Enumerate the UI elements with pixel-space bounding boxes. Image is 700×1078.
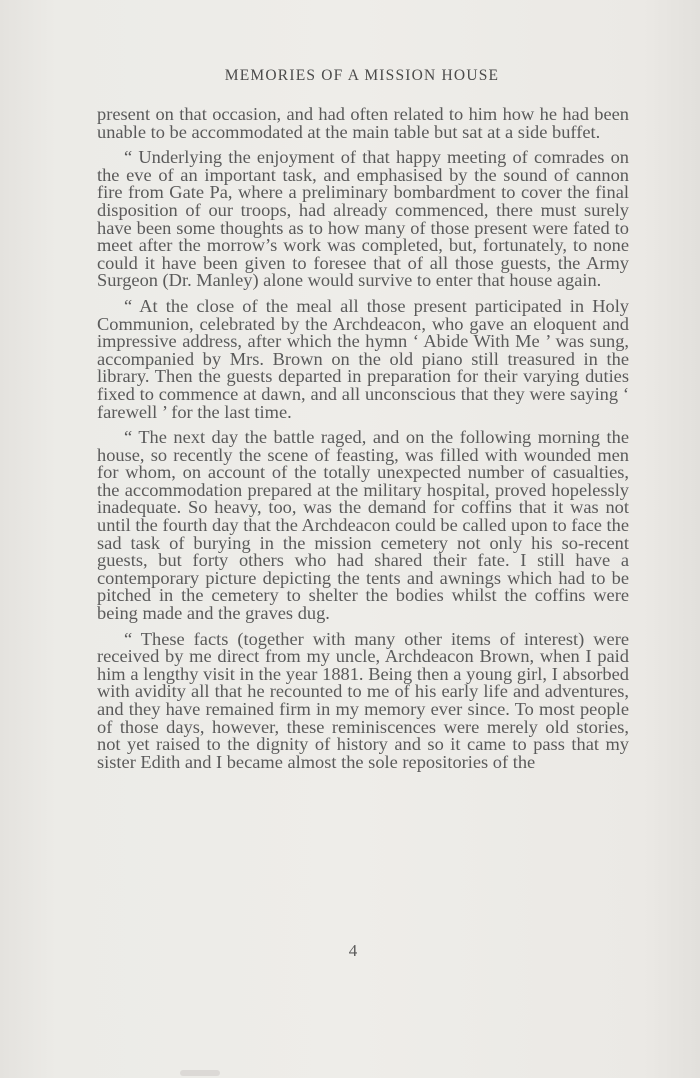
paragraph-2: “ Underlying the enjoyment of that happy meeting of comrades on the eve of an important task, and emphasised by the sound of cannon fire from Gate Pa, where a preliminary bombardment to cover the final disposition of our troops, had already commenced, there must surely have been some thoughts as to how many of those present were fated to meet after the morrow’s work was completed, but, fortunately, to none could it have been given to foresee that of all those guests, the Army Surgeon (Dr. Manley) alone would survive to enter that house again. [97, 147, 629, 291]
paragraph-5: “ These facts (together with many other items of interest) were received by me direct from my uncle, Archdeacon Brown, when I paid him a lengthy visit in the year 1881. Being then a young girl, I absorbed with avidity all that he recounted to me of his early life and adventures, and they have remained firm in my memory ever since. To most people of those days, however, these reminiscences were merely old stories, not yet raised to the dignity of history and so it came to pass that my sister Edith and I became almost the sole repositories of the [97, 628, 629, 772]
page-number: 4 [348, 941, 358, 960]
paragraph-4: “ The next day the battle raged, and on the following morning the house, so recently the scene of feasting, was filled with wounded men for whom, on account of the totally unexpected number of casualties, the accommodation prepared at the military hospital, proved hopelessly inadequate. So heavy, too, was the demand for coffins that it was not until the fourth day that the Archdeacon could be called upon to face the sad task of burying in the mission cemetery not only his so-recent guests, but forty others who had shared their fate. I still have a contemporary picture depicting the tents and awnings which had to be pitched in the cemetery to shelter the bodies whilst the coffins were being made and the graves dug. [97, 427, 629, 624]
body-text [97, 106, 629, 779]
paper-smudge [180, 1070, 220, 1076]
running-head: MEMORIES OF A MISSION HOUSE [224, 67, 500, 84]
paragraph-1: present on that occasion, and had often related to him how he had been unable to be accommodated at the main table but sat at a side buffet. [97, 104, 629, 142]
paragraph-3: “ At the close of the meal all those present participated in Holy Communion, celebrated by the Archdeacon, who gave an eloquent and impressive address, after which the hymn ‘ Abide With Me ’ was sung, accompanied by Mrs. Brown on the old piano still treasured in the library. Then the guests departed in preparation for their varying duties fixed to commence at dawn, and all unconscious that they were saying ‘ farewell ’ for the last time. [97, 295, 629, 422]
